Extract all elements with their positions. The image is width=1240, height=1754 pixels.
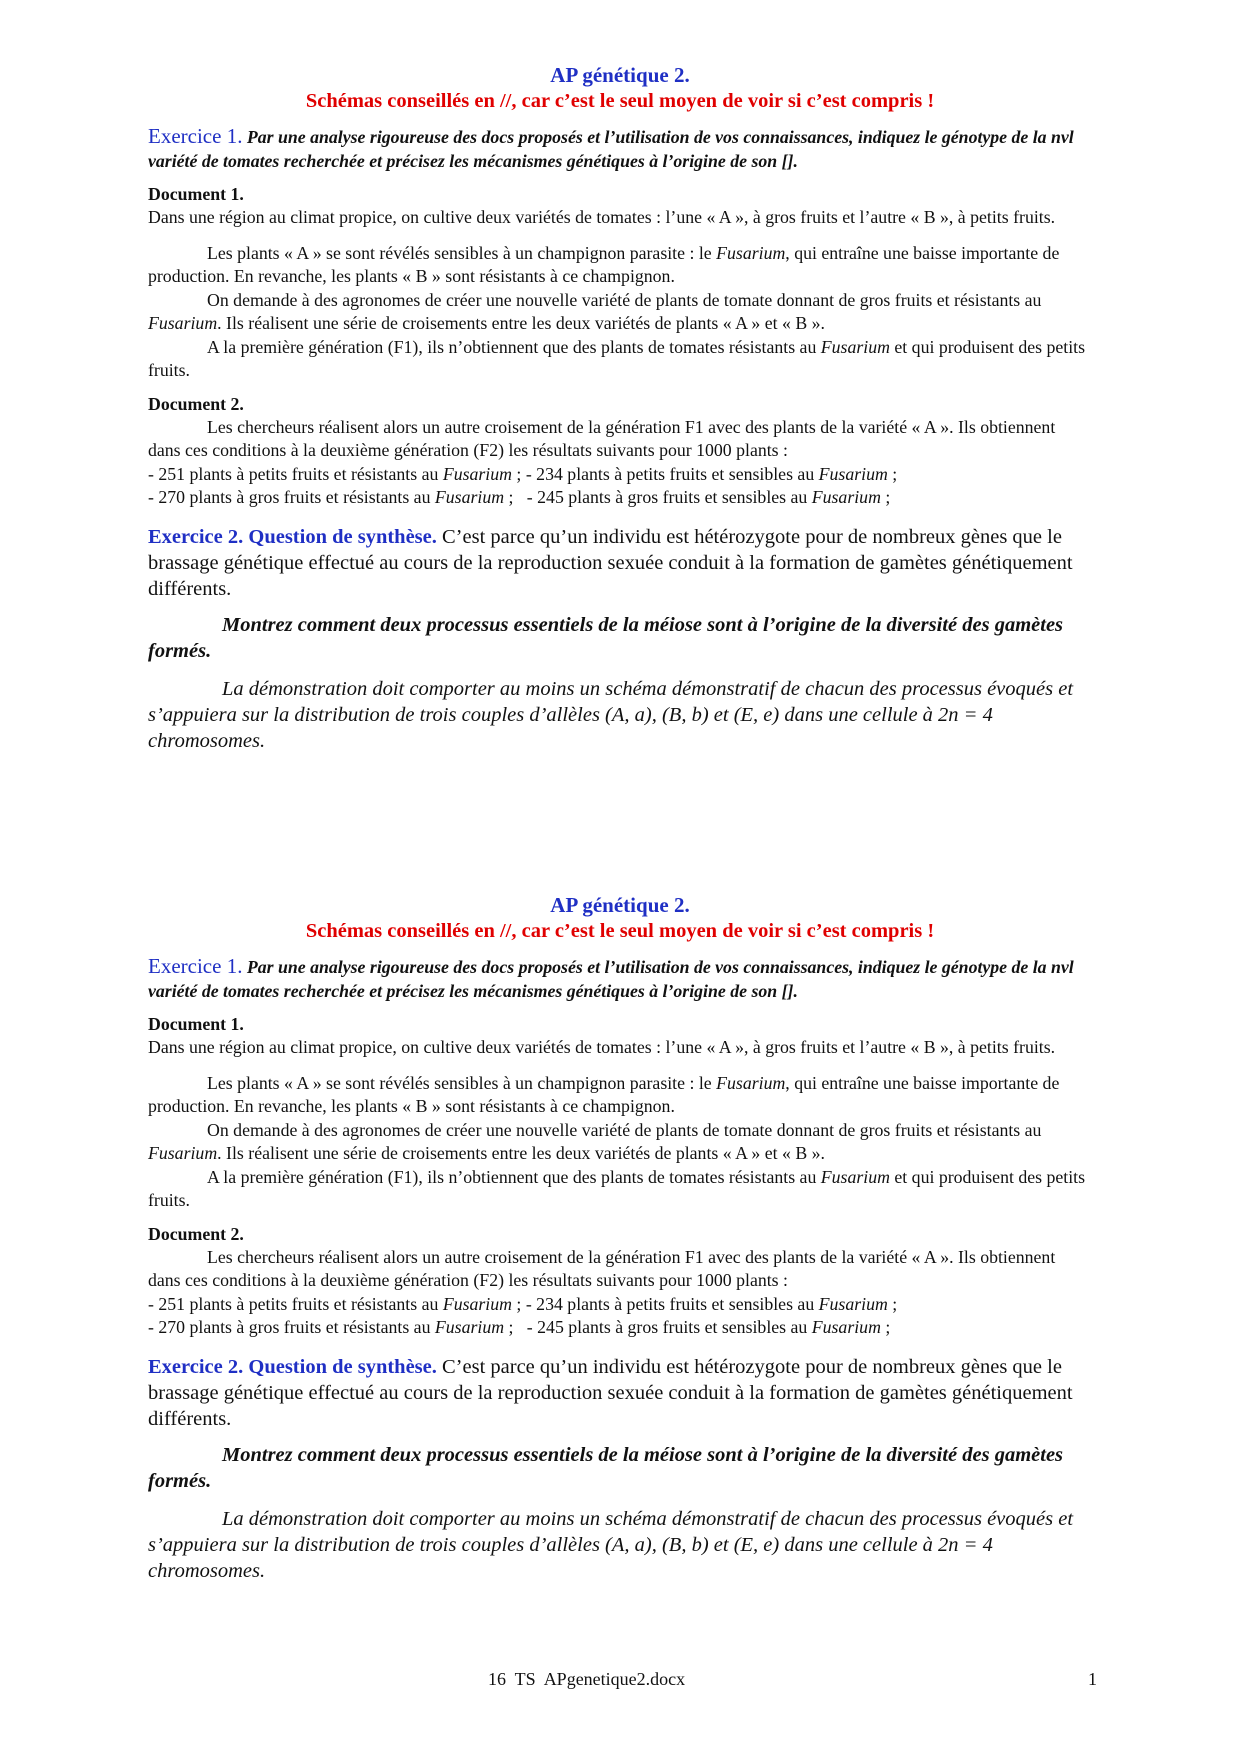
document-1-paragraph-1: Les plants « A » se sont révélés sensibles à un champignon parasite : le Fusarium, qui entraîne une baisse importante de production. En revanche, les plants « B » sont résistants à ce champignon.	[148, 242, 1060, 286]
document-2-title: Document 2.	[148, 1223, 244, 1244]
worksheet-subtitle: Schémas conseillés en //, car c’est le seul moyen de voir si c’est compris !	[305, 90, 935, 112]
worksheet-title: AP génétique 2.	[550, 63, 690, 87]
document-1-intro: Dans une région au climat propice, on cultive deux variétés de tomates : l’une « A », à gros fruits et l’autre « B », à petits fruits.	[148, 207, 1056, 227]
exercise-2-text: C’est parce qu’un individu est hétérozygote pour de nombreux gènes que le brassage génétique effectué au cours de la reproduction sexuée conduit à la formation de gamètes génétiquement différents.	[148, 525, 1073, 600]
exercise-1	[148, 124, 1092, 173]
exercise-2-note: La démonstration doit comporter au moins un schéma démonstratif de chacun des processus évoqués et s’appuiera sur la distribution de trois couples d’allèles (A, a), (B, b) et (E, e) dans une cellule à 2n = 4 chromosomes.	[148, 1507, 1074, 1582]
exercise-2-question: Montrez comment deux processus essentiels de la méiose sont à l’origine de la diversité des gamètes formés.	[148, 1443, 1064, 1492]
exercise-1-label: Exercice 1.	[148, 124, 243, 148]
exercise-1-instruction: Par une analyse rigoureuse des docs proposés et l’utilisation de vos connaissances, indiquez le génotype de la nvl variété de tomates recherchée et précisez les mécanismes génétiques à l’origine de son [].	[148, 957, 1074, 1001]
document-2-paragraph: Les chercheurs réalisent alors un autre croisement de la génération F1 avec des plants de la variété « A ». Ils obtiennent dans ces conditions à la deuxième génération (F2) les résultats suivants pour 1000 plants :	[148, 1246, 1056, 1290]
exercise-1-instruction: Par une analyse rigoureuse des docs proposés et l’utilisation de vos connaissances, indiquez le génotype de la nvl variété de tomates recherchée et précisez les mécanismes génétiques à l’origine de son [].	[148, 127, 1074, 171]
worksheet-subtitle: Schémas conseillés en //, car c’est le seul moyen de voir si c’est compris !	[305, 920, 935, 942]
footer-page-number: 1	[1088, 1669, 1097, 1689]
document-1-intro: Dans une région au climat propice, on cultive deux variétés de tomates : l’une « A », à gros fruits et l’autre « B », à petits fruits.	[148, 1037, 1056, 1057]
document-1-paragraph-2: On demande à des agronomes de créer une nouvelle variété de plants de tomate donnant de gros fruits et résistants au Fusarium. Ils réalisent une série de croisements entre les deux variétés de plants « A » et « B ».	[148, 289, 1042, 333]
document-2-results-line-1: - 251 plants à petits fruits et résistants au Fusarium ; - 234 plants à petits fruits et sensibles au Fusarium ;	[148, 1293, 898, 1314]
exercise-2-label: Exercice 2. Question de synthèse.	[148, 1355, 437, 1378]
document-2-results-line-2: - 270 plants à gros fruits et résistants au Fusarium ; - 245 plants à gros fruits et sensibles au Fusarium ;	[148, 487, 891, 507]
exercise-2-label: Exercice 2. Question de synthèse.	[148, 525, 437, 548]
exercise-1	[148, 954, 1092, 1003]
document-2-title: Document 2.	[148, 393, 244, 414]
footer-filename: 16 TS APgenetique2.docx	[488, 1669, 686, 1689]
document-1-title: Document 1.	[148, 184, 244, 204]
document-2-results-line-2: - 270 plants à gros fruits et résistants au Fusarium ; - 245 plants à gros fruits et sensibles au Fusarium ;	[148, 1317, 891, 1337]
exercise-2	[148, 1354, 1092, 1432]
document-2-results-line-1: - 251 plants à petits fruits et résistants au Fusarium ; - 234 plants à petits fruits et sensibles au Fusarium ;	[148, 463, 898, 484]
exercise-2-text: C’est parce qu’un individu est hétérozygote pour de nombreux gènes que le brassage génétique effectué au cours de la reproduction sexuée conduit à la formation de gamètes génétiquement différents.	[148, 1355, 1073, 1430]
exercise-2	[148, 524, 1092, 602]
document-1-title: Document 1.	[148, 1014, 244, 1034]
document-1-paragraph-3: A la première génération (F1), ils n’obtiennent que des plants de tomates résistants au Fusarium et qui produisent des petits fruits.	[148, 336, 1086, 380]
exercise-2-question: Montrez comment deux processus essentiels de la méiose sont à l’origine de la diversité des gamètes formés.	[148, 613, 1064, 662]
exercise-2-note: La démonstration doit comporter au moins un schéma démonstratif de chacun des processus évoqués et s’appuiera sur la distribution de trois couples d’allèles (A, a), (B, b) et (E, e) dans une cellule à 2n = 4 chromosomes.	[148, 677, 1074, 752]
document-1-paragraph-1: Les plants « A » se sont révélés sensibles à un champignon parasite : le Fusarium, qui entraîne une baisse importante de production. En revanche, les plants « B » sont résistants à ce champignon.	[148, 1072, 1060, 1116]
document-1-paragraph-2: On demande à des agronomes de créer une nouvelle variété de plants de tomate donnant de gros fruits et résistants au Fusarium. Ils réalisent une série de croisements entre les deux variétés de plants « A » et « B ».	[148, 1119, 1042, 1163]
worksheet-copy-1	[148, 62, 1092, 754]
exercise-1-label: Exercice 1.	[148, 954, 243, 978]
worksheet-copy-2	[148, 892, 1092, 1584]
worksheet-title: AP génétique 2.	[550, 893, 690, 917]
document-2-paragraph: Les chercheurs réalisent alors un autre croisement de la génération F1 avec des plants de la variété « A ». Ils obtiennent dans ces conditions à la deuxième génération (F2) les résultats suivants pour 1000 plants :	[148, 416, 1056, 460]
document-1-paragraph-3: A la première génération (F1), ils n’obtiennent que des plants de tomates résistants au Fusarium et qui produisent des petits fruits.	[148, 1166, 1086, 1210]
